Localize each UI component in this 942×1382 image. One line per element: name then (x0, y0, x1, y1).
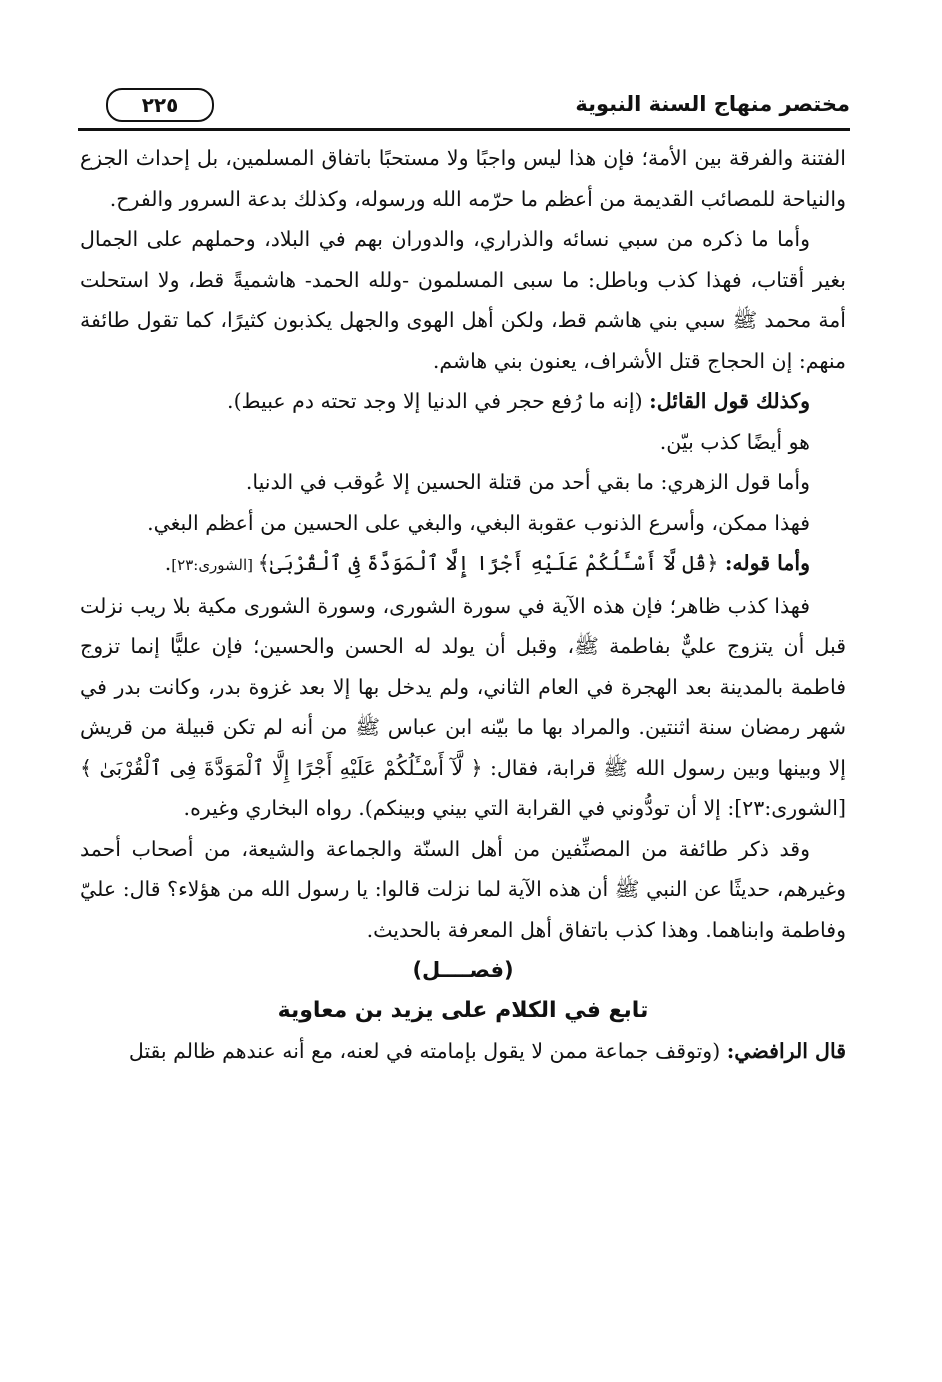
paragraph-2: وأما ما ذكره من سبي نسائه والذراري، والدوران بهم في البلاد، وحملهم على الجمال بغير أقتاب، فهذا كذب وباطل: ما سبى المسلمون -ولله الحمد- هاشميةً قط، ولا استحلت أمة محمد ﷺ سبي بني هاشم قط، ولكن أهل الهوى والجهل يكذبون كثيرًا، كما تقول طائفة منهم: إن الحجاج قتل الأشراف، يعنون بني هاشم. (80, 227, 846, 373)
page-header (78, 88, 850, 128)
header-rule (78, 128, 850, 131)
page-number: ٢٢٥ (106, 88, 214, 122)
paragraph-lead: قال الرافضي: (726, 1039, 846, 1063)
section-subheading: تابع في الكلام على يزيد بن معاوية (277, 997, 649, 1023)
verse-reference: [الشورى:٢٣] (171, 556, 258, 574)
section-heading: (فصــــل) (412, 958, 514, 982)
paragraph-lead: وكذلك قول القائل: (649, 389, 810, 413)
running-title: مختصر منهاج السنة النبوية (575, 92, 850, 116)
paragraph-5: وأما قول الزهري: ما بقي أحد من قتلة الحسين إلا عُوقب في الدنيا. (245, 470, 810, 494)
paragraph-8: فهذا كذب ظاهر؛ فإن هذه الآية في سورة الشورى، وسورة الشورى مكية بلا ريب نزلت قبل أن يتزوج عليٌّ بفاطمة ﷺ، وقبل أن يولد له الحسن والحسين؛ فإن عليًّا إنما تزوج فاطمة بالمدينة بعد الهجرة في العام الثاني، ولم يدخل بها إلا بعد غزوة بدر، وكانت بدر في شهر رمضان سنة اثنتين. والمراد بها ما بيّنه ابن عباس ﷺ من أنه لم تكن قبيلة من قريش إلا وبينها وبين رسول الله ﷺ قرابة، فقال: ﴿ لَّآ أَسْـَٔلُكُمْ عَلَيْهِ أَجْرًا إِلَّا ٱلْمَوَدَّةَ فِى ٱلْقُرْبَىٰ ﴾ [الشورى:٢٣]: إلا أن تودُّوني في القرابة التي بيني وبينكم). رواه البخاري وغيره. (80, 593, 846, 820)
paragraph-1: الفتنة والفرقة بين الأمة؛ فإن هذا ليس واجبًا ولا مستحبًا باتفاق المسلمين، بل إحداث الجزع والنياحة للمصائب القديمة من أعظم ما حرّمه الله ورسوله، وكذلك بدعة السرور والفرح. (80, 146, 846, 211)
page-body (80, 138, 846, 1072)
paragraph-3: وكذلك قول القائل: (إنه ما رُفع حجر في الدنيا إلا وجد تحته دم عبيط). (227, 389, 810, 413)
paragraph-9: وقد ذكر طائفة من المصنِّفين من أهل السنّة والجماعة والشيعة، من أصحاب أحمد وغيرهم، حديثًا عن النبي ﷺ أن هذه الآية لما نزلت قالوا: يا رسول الله من هؤلاء؟ قال: عليّ وفاطمة وابناهما. وهذا كذب باتفاق أهل المعرفة بالحديث. (80, 836, 846, 942)
paragraph-10: قال الرافضي: (وتوقف جماعة ممن لا يقول بإمامته في لعنه، مع أنه عندهم ظالم بقتل (128, 1039, 846, 1063)
paragraph-7: وأما قوله: ﴿قُل لَّآ أَسْـَٔلُكُمْ عَلَيْهِ أَجْرًا إِلَّا ٱلْمَوَدَّةَ فِى ٱلْقُرْبَىٰ﴾ [الشورى:٢٣]. (164, 551, 810, 575)
quran-verse: ﴿قُل لَّآ أَسْـَٔلُكُمْ عَلَيْهِ أَجْرًا إِلَّا ٱلْمَوَدَّةَ فِى ٱلْقُرْبَىٰ﴾ (257, 551, 725, 575)
paragraph-4: هو أيضًا كذب بيّن. (659, 429, 810, 454)
paragraph-6: فهذا ممكن، وأسرع الذنوب عقوبة البغي، والبغي على الحسين من أعظم البغي. (147, 510, 810, 535)
paragraph-lead: وأما قوله: (724, 551, 810, 575)
